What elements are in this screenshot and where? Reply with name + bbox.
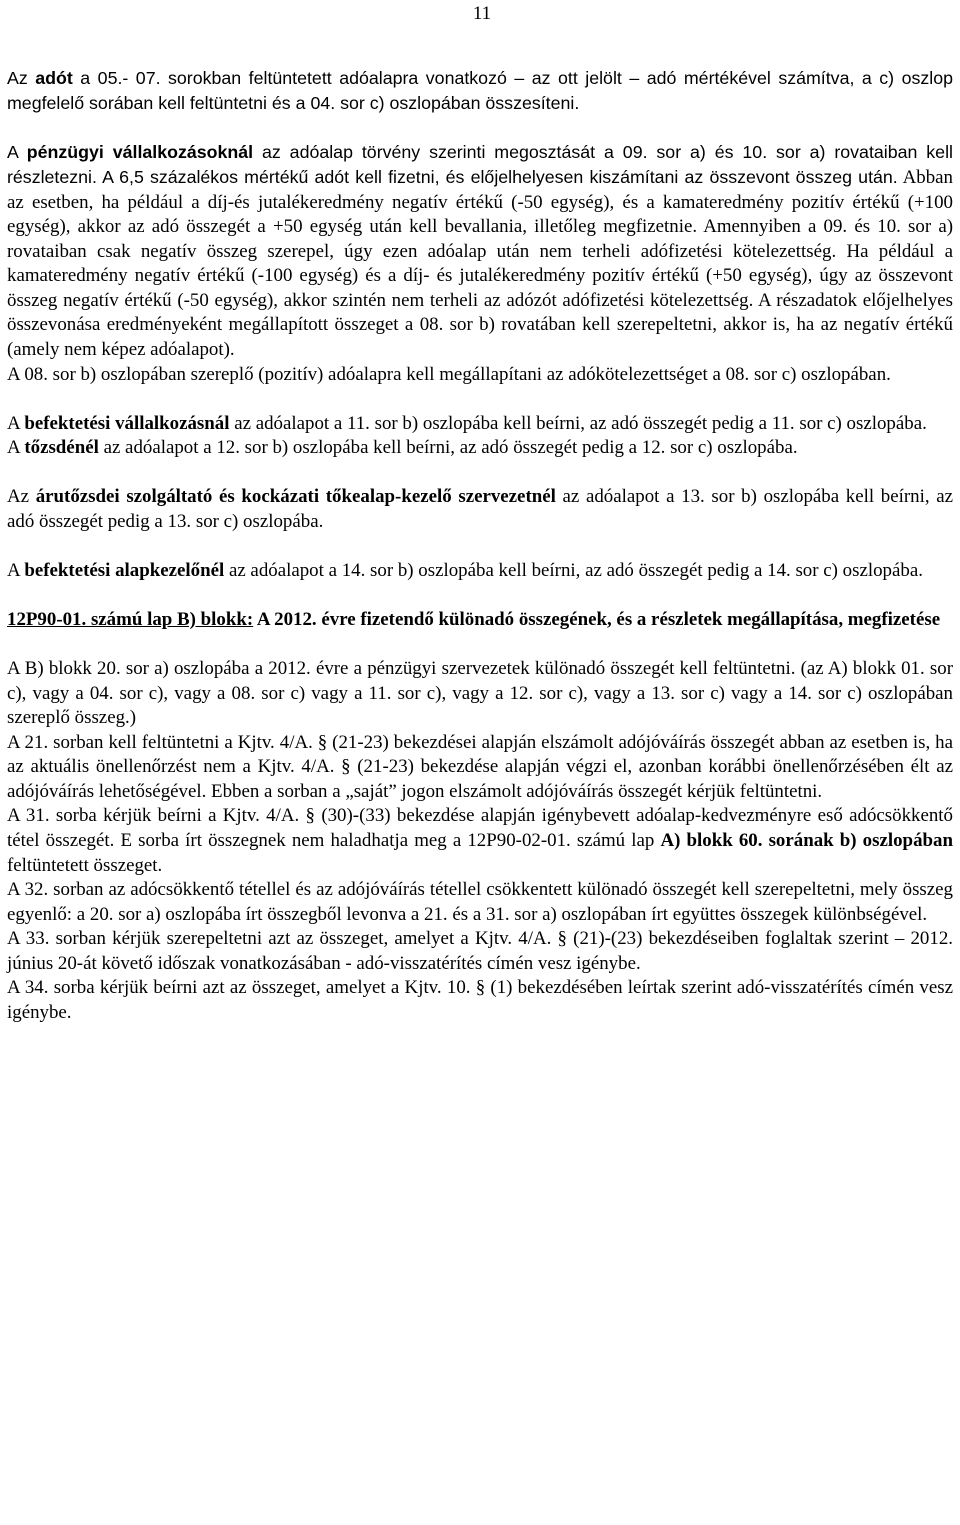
bold-term: befektetési alapkezelőnél <box>24 559 225 581</box>
bold-term: árutőzsdei szolgáltató és kockázati tőkealap-kezelő szervezetnél <box>35 486 556 508</box>
spacer <box>7 534 953 559</box>
text: az adóalapot a 13. sor b) oszlopába kell beírni, az adó összegét pedig a 13. sor c) oszlopába. <box>7 486 953 532</box>
paragraph-row-34: A 34. sorba kérjük beírni azt az összeget, amelyet a Kjtv. 10. § (1) bekezdésében leírtak szerint adó-visszatérítés címén vesz igénybe. <box>7 977 953 1023</box>
text: az adóalapot a 14. sor b) oszlopába kell beírni, az adó összegét pedig a 14. sor c) oszlopába. <box>224 559 923 581</box>
paragraph-fund-manager <box>7 559 953 584</box>
text: A <box>7 141 27 162</box>
text: A <box>7 412 25 434</box>
text: az adóalapot a 11. sor b) oszlopába kell beírni, az adó összegét pedig a 11. sor c) oszlopába. <box>229 412 927 434</box>
text: az adóalap törvény szerinti megosztását a 09. sor a) és 10. sor a) rovataiban kell részletezni. A 6,5 százalékos mértékű adót kell fizetni, és előjelhelyesen kiszámítani az összevont összeg után. <box>7 141 953 188</box>
spacer <box>7 633 953 658</box>
paragraph-row-32: A 32. sorban az adócsökkentő tétellel és az adójóváírás tétellel csökkentett különadó összegét kell szerepeltetni, mely összeg egyenlő: a 20. sor a) oszlopába írt összegből levonva a 21. és a 31. sor a) oszlopában írt együttes összegek különbségével. <box>7 879 953 925</box>
text: a 05.- 07. sorokban feltüntetett adóalapra vonatkozó – az ott jelölt – adó mértékével számítva, a c) oszlop megfelelő sorában kell feltüntetni és a 04. sor c) oszlopában összesíteni. <box>7 68 953 113</box>
heading-reference: 12P90-01. számú lap B) blokk: <box>7 609 254 631</box>
paragraph-commodity-exchange <box>7 485 953 534</box>
page-number: 11 <box>472 3 492 24</box>
paragraph-row-33: A 33. sorban kérjük szerepeltetni azt az összeget, amelyet a Kjtv. 4/A. § (21)-(23) bekezdéseiben foglaltak szerint – 2012. június 20-át követő időszak vonatkozásában - adó-visszatérítés címén vesz igénybe. <box>7 928 953 974</box>
text: az adóalapot a 12. sor b) oszlopába kell beírni, az adó összegét pedig a 12. sor c) oszlopába. <box>98 437 798 459</box>
bold-term: A) blokk 60. <box>660 829 763 851</box>
paragraph-financial-enterprises <box>7 140 953 363</box>
document-body <box>7 66 953 1025</box>
text: Az <box>7 486 36 508</box>
text: Abban az esetben, ha például a díj-és jutalékeredmény negatív értékű (-50 egység), és a kamateredmény pozitív értékű (+100 egység), akkor az adó összegét a +50 egység után kell bevallania, illetőleg megfizetnie. Amennyiben a 09. és 10. sor a) rovataiban csak negatív összeg szerepel, úgy ezen adóalap után nem terheli adófizetési kötelezettség. <box>7 167 953 262</box>
spacer <box>7 583 953 608</box>
heading-title: A 2012. évre fizetendő különadó összegének, és a részletek megállapítása, megfizetése <box>253 609 941 631</box>
paragraph-row-31 <box>7 804 953 878</box>
bold-term: befektetési vállalkozásnál <box>24 412 230 434</box>
text: A <box>7 437 25 459</box>
spacer <box>7 115 953 140</box>
paragraph-row-21: A 21. sorban kell feltüntetni a Kjtv. 4/A. § (21-23) bekezdései alapján elszámolt adójóváírás összegét abban az esetben is, ha az aktuális önellenőrzést nem a Kjtv. 4/A. § (21-23) bekezdése alapján végzi el, azonban korábbi önellenőrzésében élt az adójóváírás lehetőségével. Ebben a sorban a „saját” jogon elszámolt adójóváírás összegét kérjük feltüntetni. <box>7 731 953 802</box>
bold-term: pénzügyi vállalkozásoknál <box>26 141 254 162</box>
paragraph-stock-exchange <box>7 436 953 461</box>
spacer <box>7 387 953 412</box>
paragraph-investment-enterprise <box>7 412 953 437</box>
text: A 31. sorba kérjük beírni a Kjtv. 4/A. § (30)-(33) bekezdése alapján igénybevett adóalap-kedvezményre eső adócsökkentő tétel összegét. E sorba írt összegnek nem haladhatja meg a 12P90-02-01. számú lap <box>7 805 953 851</box>
bold-term: tőzsdénél <box>24 437 99 459</box>
paragraph-row-08: A 08. sor b) oszlopában szereplő (pozitív) adóalapra kell megállapítani az adókötelezettséget a 08. sor c) oszlopában. <box>7 363 891 385</box>
paragraph-row-20: A B) blokk 20. sor a) oszlopába a 2012. évre a pénzügyi szervezetek különadó összegét kell feltüntetni. (az A) blokk 01. sor c), vagy a 04. sor c), vagy a 08. sor c) vagy a 11. sor c), vagy a 12. sor c), vagy a 13. sor c) vagy a 14. sor c) oszlopában szereplő összeg.) <box>7 658 953 729</box>
paragraph-tax-amount <box>7 66 953 115</box>
section-heading <box>7 608 953 633</box>
bold-term: sorának b) oszlopában <box>768 829 953 851</box>
spacer <box>7 461 953 486</box>
text: feltüntetett összeget. <box>7 854 163 876</box>
text: Ha például a kamateredmény negatív értékű (-100 egység) és a díj- és jutalékeredmény pozitív értékű (+50 egység), úgy az összevont összeg negatív értékű (-50 egység), akkor szintén nem terheli az adózót adófizetési kötelezettség. A részadatok előjelhelyes összevonása eredményeként megállapított összeget a 08. sor b) rovatában kell szerepeltetni, akkor is, ha az negatív értékű (amely nem képez adóalapot). <box>7 240 954 361</box>
bold-term: adót <box>35 68 73 88</box>
text: Az <box>7 68 36 88</box>
text: A <box>7 559 25 581</box>
